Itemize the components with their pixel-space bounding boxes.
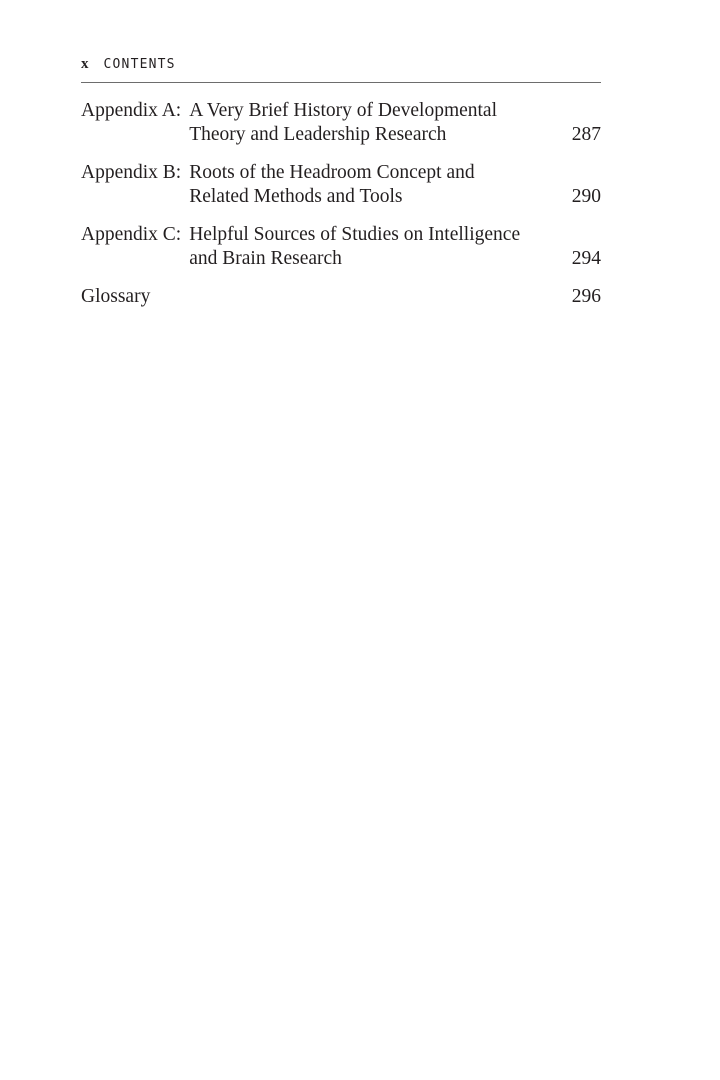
toc-entry-page-number: 287 <box>571 124 601 145</box>
toc-entry-title <box>189 223 572 271</box>
toc-entry-appendix-c[interactable] <box>81 223 601 271</box>
toc-entry-label: Appendix A: <box>81 100 182 121</box>
running-head-label: CONTENTS <box>103 57 176 72</box>
toc-entry-title-line: Related Methods and Tools <box>189 186 403 207</box>
toc-entry-title-line: Helpful Sources of Studies on Intelligence <box>189 224 521 245</box>
toc-entry-label: Appendix C: <box>81 224 182 245</box>
page-folio: x <box>81 56 89 72</box>
table-of-contents <box>81 99 601 309</box>
toc-entry-title-line: Roots of the Headroom Concept and <box>189 162 475 183</box>
toc-entry-title-line: A Very Brief History of Developmental <box>189 100 498 121</box>
toc-entry-title <box>189 99 572 147</box>
toc-entry-page-number: 294 <box>571 248 601 269</box>
toc-entry-title-line: Theory and Leadership Research <box>189 124 447 145</box>
toc-entry-title <box>189 161 572 209</box>
toc-entry-appendix-a[interactable] <box>81 99 601 147</box>
toc-entry-title-line: and Brain Research <box>189 248 342 269</box>
toc-entry-glossary[interactable] <box>81 285 601 309</box>
running-head <box>81 56 601 83</box>
toc-entry-appendix-b[interactable] <box>81 161 601 209</box>
toc-entry-label: Appendix B: <box>81 162 182 183</box>
toc-entry-page-number: 296 <box>571 286 601 307</box>
toc-entry-page-number: 290 <box>571 186 601 207</box>
toc-entry-label: Glossary <box>81 286 151 307</box>
book-page <box>81 56 601 323</box>
